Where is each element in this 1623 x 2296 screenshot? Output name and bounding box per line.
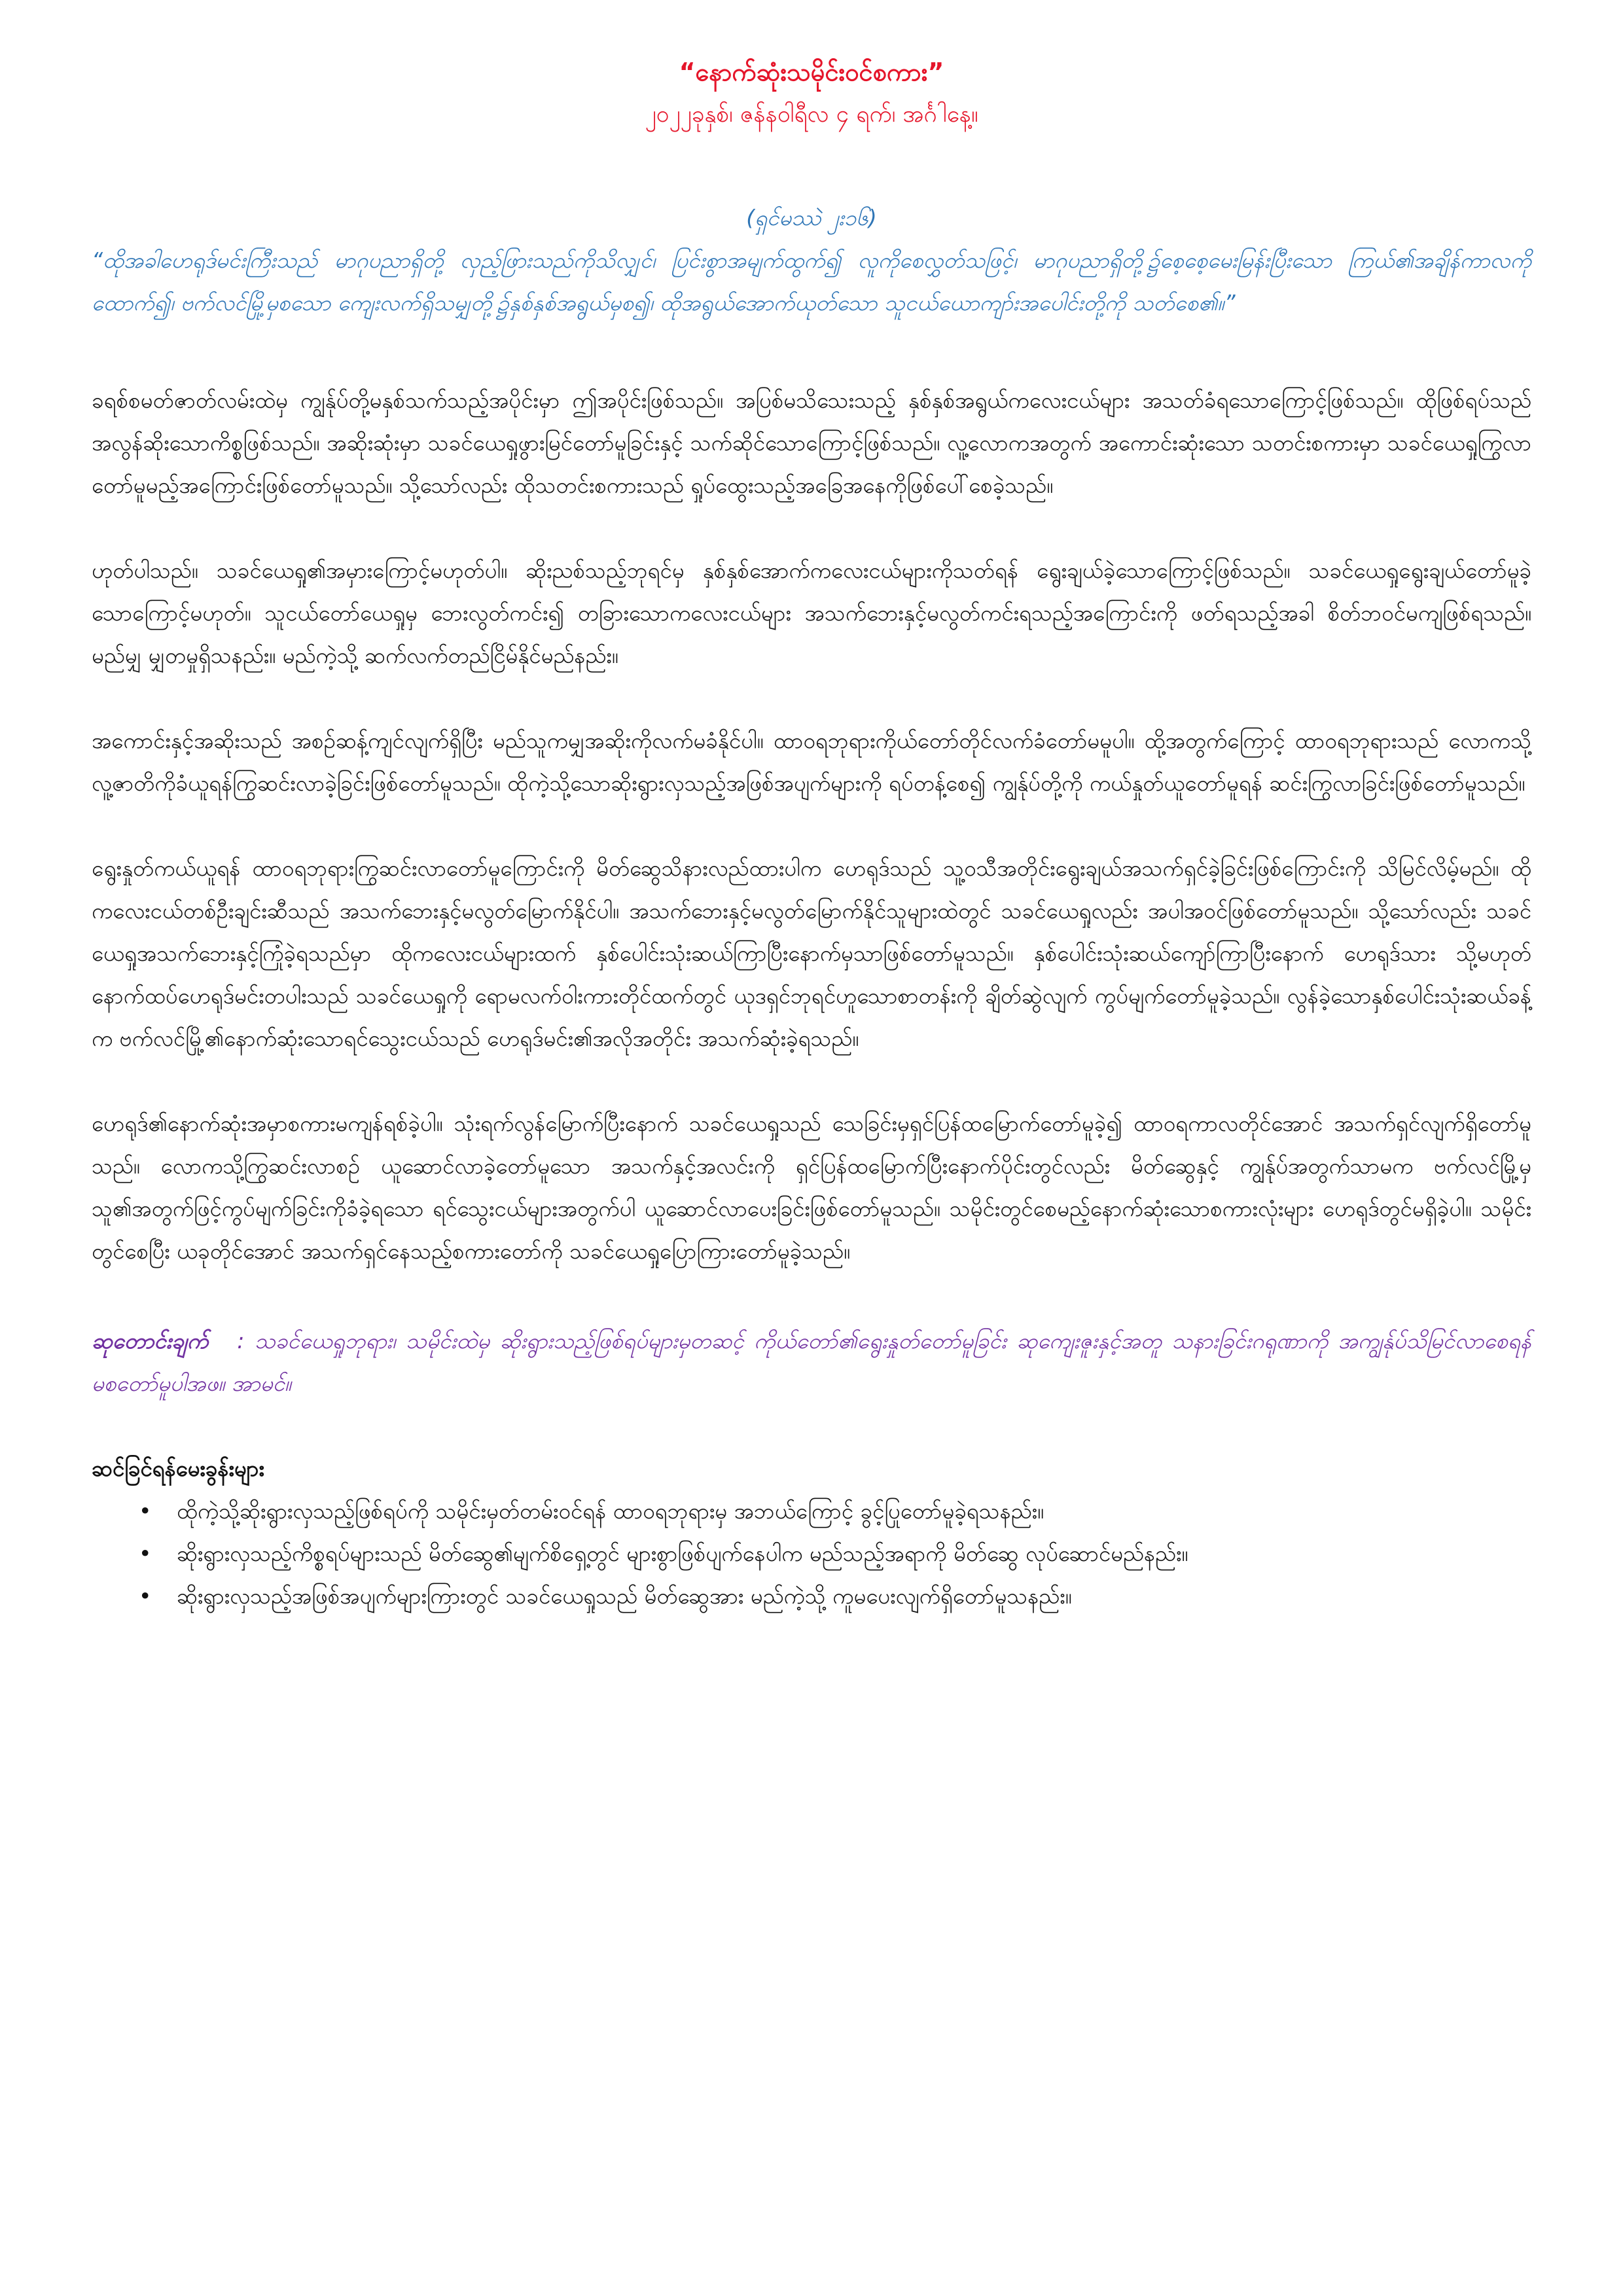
reflection-heading: ဆင်ခြင်ရန်မေးခွန်းများ (92, 1456, 264, 1481)
body-paragraph-5: ဟေရုဒ်၏နောက်ဆုံးအမှာစကားမကျန်ရစ်ခဲ့ပါ။ သုံးရက်လွန်မြောက်ပြီးနောက် သခင်ယေရှုသည် သေခြင်းမှရှင်ပြန်ထမြောက်တော်မူခဲ့၍ ထာဝရကာလတိုင်အောင် အသက်ရှင်လျက်ရှိတော်မူသည်။ လောကသို့ကြွဆင်းလာစဉ် ယူဆောင်လာခဲ့တော်မူသော အသက်နှင့်အလင်းကို ရှင်ပြန်ထမြောက်ပြီးနောက်ပိုင်းတွင်လည်း မိတ်ဆွေနှင့် ကျွန်ုပ်အတွက်သာမက ဗက်လင်မြို့မှ သူ၏အတွက်ဖြင့်ကွပ်မျက်ခြင်းကိုခံခဲ့ရသော ရင်သွေးငယ်များအတွက်ပါ ယူဆောင်လာပေးခြင်းဖြစ်တော်မူသည်။ သမိုင်းတွင်စေမည့်နောက်ဆုံးသောစကားလုံးများ ဟေရုဒ်တွင်မရှိခဲ့ပါ။ သမိုင်းတွင်စေပြီး ယခုတိုင်အောင် အသက်ရှင်နေသည့်စကားတော်ကို သခင်ယေရှုပြောကြားတော်မူခဲ့သည်။ (92, 1111, 1531, 1264)
prayer-label: ဆုတောင်းချက် (92, 1328, 209, 1354)
reflection-question-list (92, 1490, 1531, 1617)
body-paragraph-3: အကောင်းနှင့်အဆိုးသည် အစဉ်ဆန့်ကျင်လျက်ရှိပြီး မည်သူကမျှအဆိုးကိုလက်မခံနိုင်ပါ။ ထာဝရဘုရားကိုယ်တော်တိုင်လက်ခံတော်မမူပါ။ ထို့အတွက်ကြောင့် ထာဝရဘုရားသည် လောကသို့ လူ့ဇာတိကိုခံယူရန်ကြွဆင်းလာခဲ့ခြင်းဖြစ်တော်မူသည်။ ထိုကဲ့သို့သောဆိုးရွားလှသည့်အဖြစ်အပျက်များကို ရပ်တန့်စေ၍ ကျွန်ုပ်တို့ကို ကယ်နှုတ်ယူတော်မူရန် ဆင်းကြွလာခြင်းဖြစ်တော်မူသည်။ (92, 728, 1531, 796)
bullet-icon: • (139, 1541, 152, 1566)
bullet-icon: • (139, 1583, 152, 1609)
reflection-question-text: ဆိုးရွားလှသည့်ကိစ္စရပ်များသည် မိတ်ဆွေ၏မျက်စိရှေ့တွင် များစွာဖြစ်ပျက်နေပါက မည်သည့်အရာကို မိတ်ဆွေ လုပ်ဆောင်မည်နည်း။ (177, 1541, 1188, 1566)
body-paragraph-2: ဟုတ်ပါသည်။ သခင်ယေရှု၏အမှားကြောင့်မဟုတ်ပါ။ ဆိုးညစ်သည့်ဘုရင်မှ နှစ်နှစ်အောက်ကလေးငယ်များကိုသတ်ရန် ရွေးချယ်ခဲ့သောကြောင့်ဖြစ်သည်။ သခင်ယေရှုရွေးချယ်တော်မူခဲ့သောကြောင့်မဟုတ်။ သူငယ်တော်ယေရှုမှ ဘေးလွတ်ကင်း၍ တခြားသောကလေးငယ်များ အသက်ဘေးနှင့်မလွတ်ကင်းရသည့်အကြောင်းကို ဖတ်ရသည့်အခါ စိတ်ဘဝင်မကျဖြစ်ရသည်။ မည်မျှ မျှတမှုရှိသနည်း။ မည်ကဲ့သို့ ဆက်လက်တည်ငြိမ်နိုင်မည်နည်း။ (92, 558, 1531, 668)
reflection-question-1 (92, 1490, 1531, 1532)
reflection-question-text: ထိုကဲ့သို့ဆိုးရွားလှသည့်ဖြစ်ရပ်ကို သမိုင်းမှတ်တမ်းဝင်ရန် ထာဝရဘုရားမှ အဘယ်ကြောင့် ခွင့်ပြုတော်မူခဲ့ရသနည်း။ (177, 1498, 1044, 1524)
bullet-icon: • (139, 1498, 152, 1524)
body-paragraph-4: ရွေးနှုတ်ကယ်ယူရန် ထာဝရဘုရားကြွဆင်းလာတော်မူကြောင်းကို မိတ်ဆွေသိနားလည်ထားပါက ဟေရုဒ်သည် သူ့ဝသီအတိုင်းရွေးချယ်အသက်ရှင်ခဲ့ခြင်းဖြစ်ကြောင်းကို သိမြင်လိမ့်မည်။ ထိုကလေးငယ်တစ်ဦးချင်းဆီသည် အသက်ဘေးနှင့်မလွတ်မြောက်နိုင်ပါ။ အသက်ဘေးနှင့်မလွတ်မြောက်နိုင်သူများထဲတွင် သခင်ယေရှုလည်း အပါအဝင်ဖြစ်တော်မူသည်။ သို့သော်လည်း သခင်ယေရှုအသက်ဘေးနှင့်ကြုံခဲ့ရသည်မှာ ထိုကလေးငယ်များထက် နှစ်ပေါင်းသုံးဆယ်ကြာပြီးနောက်မှသာဖြစ်တော်မူသည်။ နှစ်ပေါင်းသုံးဆယ်ကျော်ကြာပြီးနောက် ဟေရုဒ်သား သို့မဟုတ် နောက်ထပ်ဟေရုဒ်မင်းတပါးသည် သခင်ယေရှုကို ရောမလက်ဝါးကားတိုင်ထက်တွင် ယုဒရှင်ဘုရင်ဟူသောစာတန်းကို ချိတ်ဆွဲလျက် ကွပ်မျက်တော်မူခဲ့သည်။ လွန်ခဲ့သောနှစ်ပေါင်းသုံးဆယ်ခန့်က ဗက်လင်မြို့၏နောက်ဆုံးသောရင်သွေးငယ်သည် ဟေရုဒ်မင်း၏အလိုအတိုင်း အသက်ဆုံးခဲ့ရသည်။ (92, 855, 1531, 1051)
prayer-text: : သခင်ယေရှုဘုရား၊ သမိုင်းထဲမှ ဆိုးရွားသည့်ဖြစ်ရပ်များမှတဆင့် ကိုယ်တော်၏ရွေးနှုတ်တော်မူခြင်း ဆုကျေးဇူးနှင့်အတူ သနားခြင်းဂရုဏာကို အကျွန်ုပ်သိမြင်လာစေရန် မစတော်မူပါအဖ။ အာမင်။ (92, 1328, 1531, 1396)
body-paragraph-1: ခရစ်စမတ်ဇာတ်လမ်းထဲမှ ကျွန်ုပ်တို့မနှစ်သက်သည့်အပိုင်းမှာ ဤအပိုင်းဖြစ်သည်။ အပြစ်မသိသေးသည့် နှစ်နှစ်အရွယ်ကလေးငယ်များ အသတ်ခံရသောကြောင့်ဖြစ်သည်။ ထိုဖြစ်ရပ်သည် အလွန်ဆိုးသောကိစ္စဖြစ်သည်။ အဆိုးဆုံးမှာ သခင်ယေရှုဖွားမြင်တော်မူခြင်းနှင့် သက်ဆိုင်သောကြောင့်ဖြစ်သည်။ လူ့လောကအတွက် အကောင်းဆုံးသော သတင်းစကားမှာ သခင်ယေရှုကြွလာတော်မူမည့်အကြောင်းဖြစ်တော်မူသည်။ သို့သော်လည်း ထိုသတင်းစကားသည် ရှုပ်ထွေးသည့်အခြေအနေကိုဖြစ်ပေါ်စေခဲ့သည်။ (92, 387, 1531, 498)
document-date: ၂၀၂၂ခုနှစ်၊ ဇန်နဝါရီလ ၄ ရက်၊ အင်္ဂါနေ့။ (645, 101, 978, 128)
reflection-question-text: ဆိုးရွားလှသည့်အဖြစ်အပျက်များကြားတွင် သခင်ယေရှုသည် မိတ်ဆွေအား မည်ကဲ့သို့ ကူမပေးလျက်ရှိတော်မူသနည်း။ (177, 1583, 1072, 1609)
reflection-question-2 (92, 1532, 1531, 1575)
document-title: “နောက်ဆုံးသမိုင်းဝင်စကား” (679, 58, 944, 86)
scripture-reference: (ရှင်မဿဲ ၂း၁၆) (746, 205, 877, 230)
scripture-quote: “ထိုအခါဟေရုဒ်မင်းကြီးသည် မာဂုပညာရှိတို့ လှည့်ဖြားသည်ကိုသိလျှင်၊ ပြင်းစွာအမျက်ထွက်၍ လူကိုစေလွှတ်သဖြင့်၊ မာဂုပညာရှိတို့၌စေ့စေ့မေးမြန်းပြီးသော ကြယ်၏အချိန်ကာလကိုထောက်၍၊ ဗက်လင်မြို့မှစသော ကျေးလက်ရှိသမျှတို့၌နှစ်နှစ်အရွယ်မှစ၍၊ ထိုအရွယ်အောက်ယုတ်သော သူငယ်ယောကျာ်းအပေါင်းတို့ကို သတ်စေ၏။” (92, 247, 1531, 315)
reflection-question-3 (92, 1575, 1531, 1617)
prayer-block (92, 1319, 1531, 1405)
